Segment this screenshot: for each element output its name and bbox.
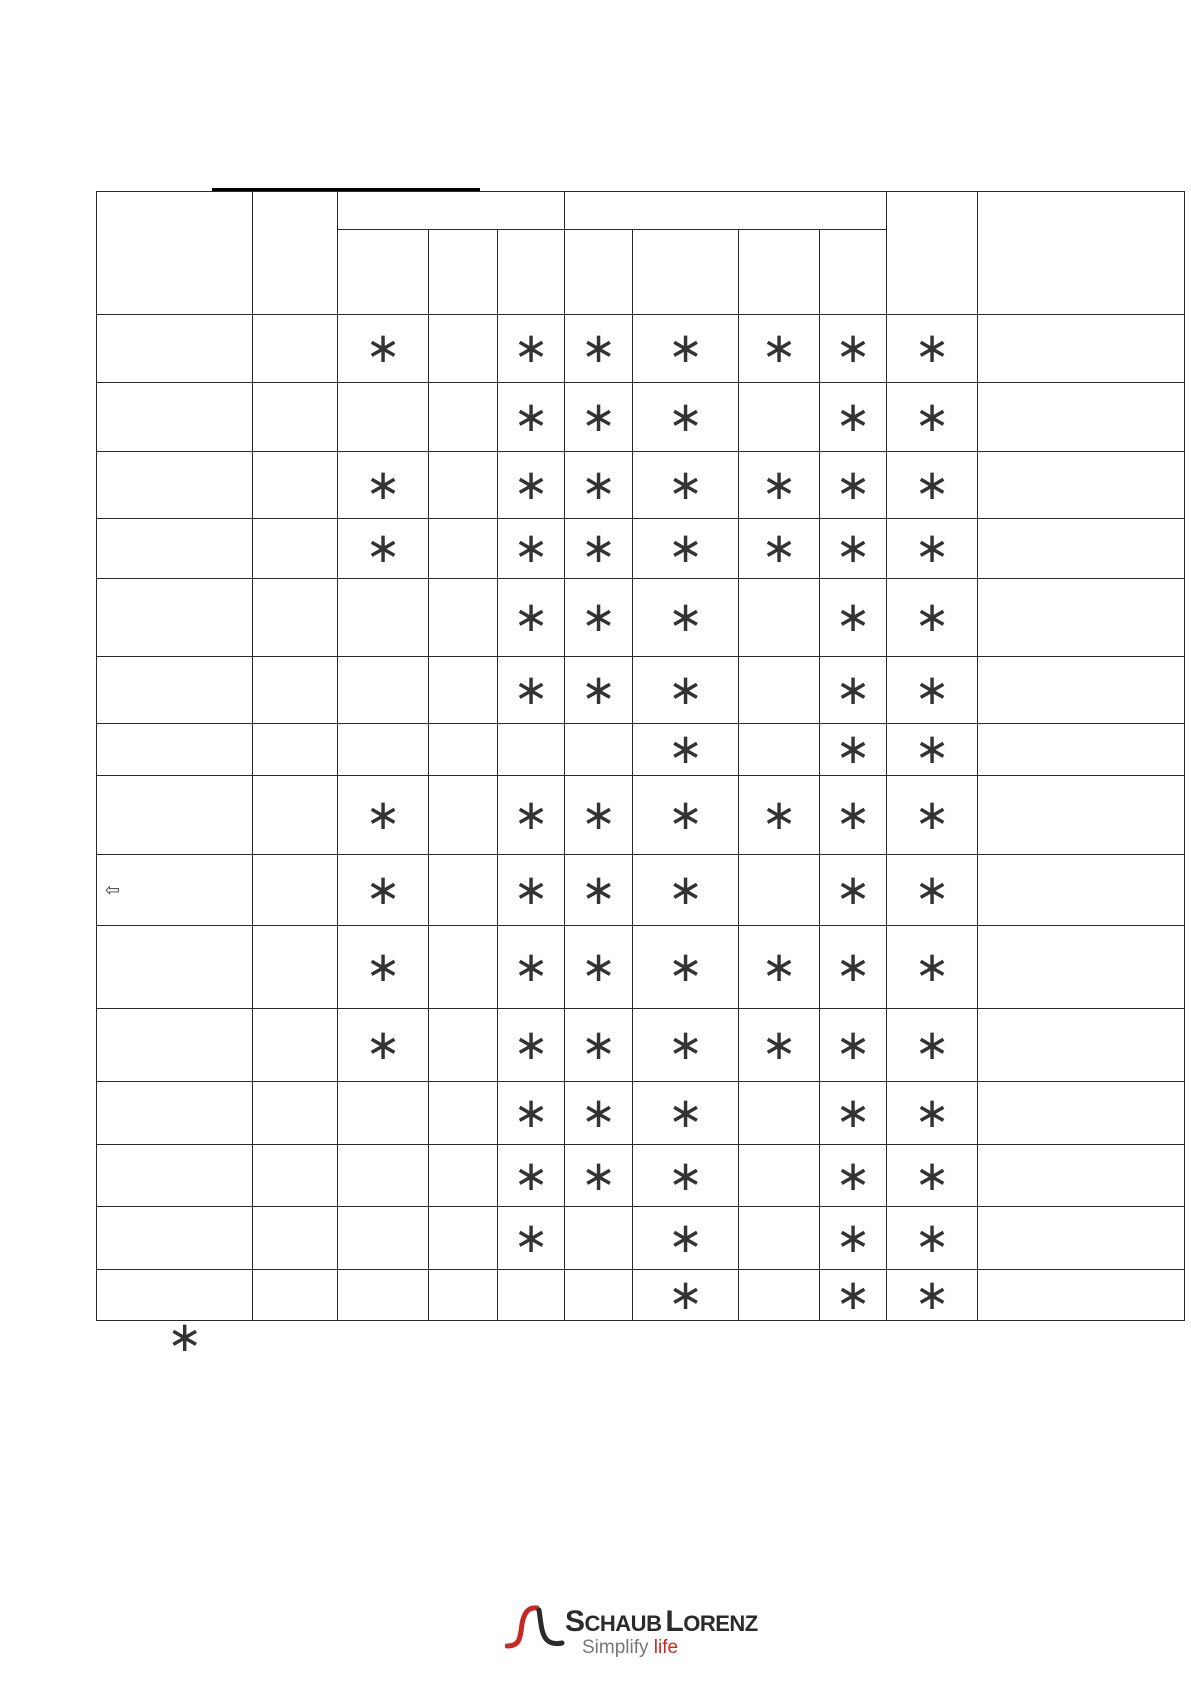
table-cell	[739, 1144, 820, 1207]
header-group-cell	[565, 192, 887, 230]
row-label-cell	[97, 578, 253, 656]
table-cell	[429, 452, 498, 519]
asterisk-mark: ∗	[887, 776, 978, 855]
row-label-cell	[97, 723, 253, 776]
table-cell	[978, 383, 1185, 452]
asterisk-mark: ∗	[338, 314, 429, 383]
table-cell	[429, 656, 498, 723]
subheader-cell	[739, 230, 820, 314]
subheader-cell	[338, 230, 429, 314]
table-cell	[338, 1207, 429, 1270]
table-cell	[978, 1081, 1185, 1144]
asterisk-mark: ∗	[633, 855, 739, 926]
asterisk-mark: ∗	[820, 926, 887, 1009]
row-label-cell	[97, 519, 253, 579]
table-cell	[565, 723, 633, 776]
asterisk-mark: ∗	[739, 314, 820, 383]
table-cell	[338, 656, 429, 723]
table-cell	[429, 314, 498, 383]
footnote-asterisk: ∗	[167, 1312, 203, 1361]
table-row	[97, 578, 1185, 656]
row-label-cell	[97, 656, 253, 723]
asterisk-mark: ∗	[565, 1009, 633, 1082]
table-cell	[739, 656, 820, 723]
table-cell	[429, 1144, 498, 1207]
table-cell	[739, 1081, 820, 1144]
table-cell	[498, 723, 565, 776]
asterisk-mark: ∗	[887, 926, 978, 1009]
table-cell	[739, 723, 820, 776]
asterisk-mark: ∗	[887, 383, 978, 452]
table-cell	[739, 578, 820, 656]
row-label-cell	[97, 776, 253, 855]
asterisk-mark: ∗	[633, 519, 739, 579]
table-cell	[253, 723, 338, 776]
asterisk-mark: ∗	[565, 1081, 633, 1144]
table-row	[97, 926, 1185, 1009]
table-row	[97, 723, 1185, 776]
table-row	[97, 1207, 1185, 1270]
asterisk-mark: ∗	[565, 383, 633, 452]
brand-tagline: Simplify life	[582, 1637, 679, 1658]
asterisk-mark: ∗	[338, 1009, 429, 1082]
table-cell	[253, 383, 338, 452]
asterisk-mark: ∗	[887, 1144, 978, 1207]
table-cell	[739, 383, 820, 452]
table-row	[97, 1081, 1185, 1144]
table-cell	[253, 776, 338, 855]
asterisk-mark: ∗	[565, 776, 633, 855]
table-row	[97, 452, 1185, 519]
row-label-cell	[97, 383, 253, 452]
table-cell	[978, 656, 1185, 723]
table-cell	[498, 1270, 565, 1321]
subheader-cell	[565, 230, 633, 314]
asterisk-mark: ∗	[338, 519, 429, 579]
table-cell	[429, 776, 498, 855]
asterisk-mark: ∗	[338, 855, 429, 926]
asterisk-mark: ∗	[633, 1144, 739, 1207]
asterisk-mark: ∗	[820, 1270, 887, 1321]
asterisk-mark: ∗	[887, 1270, 978, 1321]
asterisk-mark: ∗	[565, 519, 633, 579]
table-cell	[978, 926, 1185, 1009]
asterisk-mark: ∗	[498, 519, 565, 579]
asterisk-mark: ∗	[498, 855, 565, 926]
row-label-cell	[97, 314, 253, 383]
asterisk-mark: ∗	[498, 656, 565, 723]
table-row	[97, 656, 1185, 723]
table-cell	[253, 578, 338, 656]
asterisk-mark: ∗	[887, 656, 978, 723]
asterisk-mark: ∗	[565, 1144, 633, 1207]
asterisk-mark: ∗	[633, 776, 739, 855]
asterisk-mark: ∗	[820, 855, 887, 926]
asterisk-mark: ∗	[633, 723, 739, 776]
asterisk-mark: ∗	[820, 723, 887, 776]
table-cell	[429, 855, 498, 926]
table-row	[97, 1009, 1185, 1082]
table-cell	[429, 1081, 498, 1144]
table-cell	[429, 383, 498, 452]
row-label-cell	[97, 926, 253, 1009]
table-cell	[978, 1207, 1185, 1270]
asterisk-mark: ∗	[565, 578, 633, 656]
table-row	[97, 314, 1185, 383]
asterisk-mark: ∗	[820, 578, 887, 656]
asterisk-mark: ∗	[820, 1207, 887, 1270]
asterisk-mark: ∗	[820, 452, 887, 519]
row-label-cell	[97, 452, 253, 519]
asterisk-mark: ∗	[887, 1207, 978, 1270]
asterisk-mark: ∗	[498, 578, 565, 656]
asterisk-mark: ∗	[565, 314, 633, 383]
asterisk-mark: ∗	[498, 1207, 565, 1270]
table-cell	[429, 723, 498, 776]
table-cell	[739, 855, 820, 926]
table-row	[97, 519, 1185, 579]
table-row	[97, 383, 1185, 452]
asterisk-mark: ∗	[820, 383, 887, 452]
asterisk-mark: ∗	[498, 1144, 565, 1207]
table-cell	[978, 452, 1185, 519]
header-cell	[97, 192, 253, 315]
table-cell	[338, 1270, 429, 1321]
asterisk-mark: ∗	[633, 452, 739, 519]
table-cell	[429, 578, 498, 656]
asterisk-mark: ∗	[820, 776, 887, 855]
asterisk-mark: ∗	[633, 1009, 739, 1082]
table-cell	[338, 1081, 429, 1144]
table-cell	[253, 1081, 338, 1144]
asterisk-mark: ∗	[338, 776, 429, 855]
asterisk-mark: ∗	[498, 314, 565, 383]
header-cell	[887, 192, 978, 315]
subheader-cell	[633, 230, 739, 314]
table-cell	[253, 1207, 338, 1270]
header-cell	[978, 192, 1185, 315]
table-cell	[978, 314, 1185, 383]
table-cell	[429, 1207, 498, 1270]
asterisk-mark: ∗	[498, 926, 565, 1009]
asterisk-mark: ∗	[887, 519, 978, 579]
table-cell	[253, 1009, 338, 1082]
asterisk-mark: ∗	[633, 926, 739, 1009]
subheader-cell	[498, 230, 565, 314]
table-cell	[253, 519, 338, 579]
asterisk-mark: ∗	[887, 314, 978, 383]
header-cell	[253, 192, 338, 315]
asterisk-mark: ∗	[887, 1009, 978, 1082]
asterisk-mark: ∗	[820, 1081, 887, 1144]
row-label-cell	[97, 1144, 253, 1207]
asterisk-mark: ∗	[565, 452, 633, 519]
asterisk-mark: ∗	[498, 1081, 565, 1144]
table-cell	[338, 1144, 429, 1207]
subheader-cell	[429, 230, 498, 314]
table-cell	[565, 1207, 633, 1270]
asterisk-mark: ∗	[739, 926, 820, 1009]
asterisk-mark: ∗	[633, 1207, 739, 1270]
asterisk-mark: ∗	[739, 776, 820, 855]
table-cell	[429, 1270, 498, 1321]
asterisk-mark: ∗	[820, 519, 887, 579]
table-cell	[338, 578, 429, 656]
asterisk-mark: ∗	[887, 723, 978, 776]
asterisk-mark: ∗	[498, 776, 565, 855]
feature-table	[96, 191, 1185, 1321]
asterisk-mark: ∗	[887, 855, 978, 926]
table-row	[97, 776, 1185, 855]
asterisk-mark: ∗	[565, 855, 633, 926]
table-row	[97, 1144, 1185, 1207]
table-cell	[978, 1144, 1185, 1207]
asterisk-mark: ∗	[498, 1009, 565, 1082]
asterisk-mark: ∗	[565, 656, 633, 723]
schaub-lorenz-swoosh-icon	[505, 1600, 565, 1662]
row-label-cell	[97, 1207, 253, 1270]
table-row	[97, 1270, 1185, 1321]
table-cell	[978, 1270, 1185, 1321]
table-cell	[978, 855, 1185, 926]
brand-name: SCHAUB LORENZ	[565, 1605, 758, 1638]
table-cell	[429, 1009, 498, 1082]
table-cell	[978, 519, 1185, 579]
header-group-cell	[338, 192, 565, 230]
asterisk-mark: ∗	[498, 383, 565, 452]
row-label-cell	[97, 1009, 253, 1082]
table-cell	[429, 926, 498, 1009]
asterisk-mark: ∗	[887, 1081, 978, 1144]
asterisk-mark: ∗	[887, 452, 978, 519]
row-label-cell	[97, 1081, 253, 1144]
table-cell	[739, 1207, 820, 1270]
table-cell	[253, 656, 338, 723]
table-cell	[253, 926, 338, 1009]
table-cell	[253, 855, 338, 926]
table-cell	[429, 519, 498, 579]
asterisk-mark: ∗	[498, 452, 565, 519]
table-cell	[978, 776, 1185, 855]
asterisk-mark: ∗	[739, 519, 820, 579]
asterisk-mark: ∗	[633, 1081, 739, 1144]
asterisk-mark: ∗	[739, 1009, 820, 1082]
table-cell	[338, 723, 429, 776]
table-cell	[253, 1270, 338, 1321]
asterisk-mark: ∗	[739, 452, 820, 519]
table-row	[97, 855, 1185, 926]
asterisk-mark: ∗	[338, 452, 429, 519]
schaub-lorenz-logo	[505, 1600, 780, 1662]
table-cell	[253, 314, 338, 383]
table-cell	[739, 1270, 820, 1321]
table-cell	[565, 1270, 633, 1321]
asterisk-mark: ∗	[820, 314, 887, 383]
asterisk-mark: ∗	[633, 578, 739, 656]
asterisk-mark: ∗	[820, 1009, 887, 1082]
table-cell	[253, 452, 338, 519]
table-cell	[253, 1144, 338, 1207]
asterisk-mark: ∗	[887, 578, 978, 656]
asterisk-mark: ∗	[338, 926, 429, 1009]
table-cell	[978, 723, 1185, 776]
table-cell	[978, 578, 1185, 656]
asterisk-mark: ∗	[565, 926, 633, 1009]
asterisk-mark: ∗	[633, 656, 739, 723]
subheader-cell	[820, 230, 887, 314]
asterisk-mark: ∗	[633, 314, 739, 383]
table-header-row	[97, 192, 1185, 230]
asterisk-mark: ∗	[633, 383, 739, 452]
table-cell	[338, 383, 429, 452]
asterisk-mark: ∗	[633, 1270, 739, 1321]
asterisk-mark: ∗	[820, 1144, 887, 1207]
arrow-left-icon-cell: ⇦	[97, 855, 253, 926]
table-cell	[978, 1009, 1185, 1082]
asterisk-mark: ∗	[820, 656, 887, 723]
